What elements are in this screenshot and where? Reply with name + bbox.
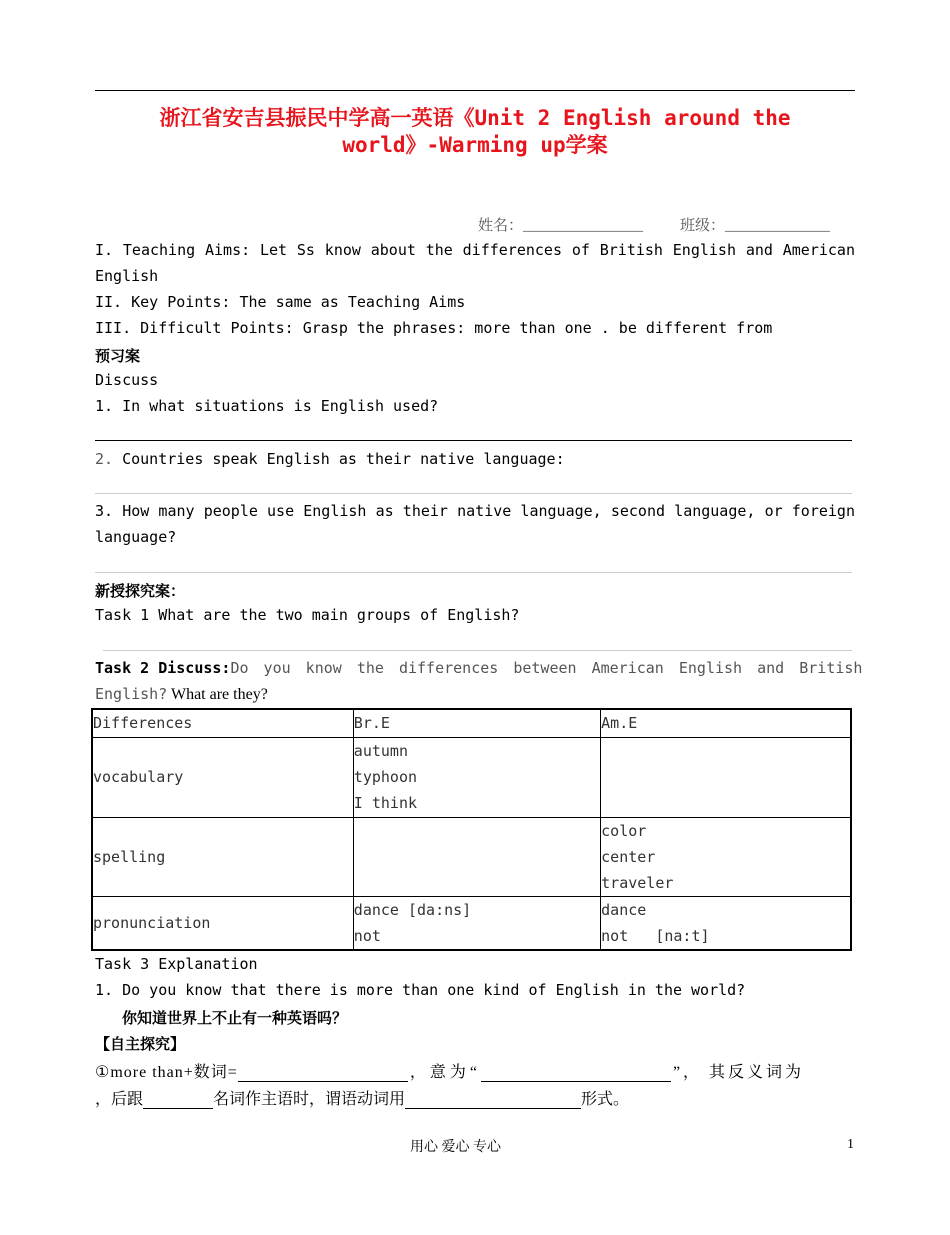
exercise-2-suffix: 形式。 bbox=[581, 1091, 630, 1108]
task-2-line-1 bbox=[95, 659, 863, 677]
discuss-label: Discuss bbox=[95, 371, 159, 389]
teaching-aims-line-2: English bbox=[95, 267, 159, 285]
exercise-1-middle: ，意为“ bbox=[409, 1064, 481, 1081]
exercise-2-blank-1[interactable] bbox=[143, 1092, 213, 1109]
header-br-e: Br.E bbox=[353, 709, 600, 737]
cell-line: I think bbox=[353, 794, 418, 812]
question-2-number: 2. bbox=[95, 450, 114, 468]
task-2-line-2 bbox=[95, 685, 268, 704]
header-rule bbox=[95, 90, 855, 91]
teaching-aims-line-1: I. Teaching Aims: Let Ss know about the differences of British English and American bbox=[95, 241, 855, 259]
task-3-question-1-cn: 你知道世界上不止有一种英语吗？ bbox=[122, 1009, 348, 1027]
title-line-1: 浙江省安吉县振民中学高一英语《Unit 2 English around the bbox=[159, 106, 791, 130]
document-title bbox=[95, 105, 855, 159]
br-cell bbox=[353, 737, 600, 817]
exercise-1-prefix: ①more than+数词= bbox=[95, 1064, 238, 1081]
title-line-2: world》-Warming up学案 bbox=[342, 133, 608, 157]
cell-line: not bbox=[353, 926, 381, 945]
exercise-1-suffix: ”， 其反义词为 bbox=[672, 1064, 805, 1081]
row-label: spelling bbox=[92, 817, 353, 896]
self-study-heading: 【自主探究】 bbox=[95, 1035, 186, 1053]
answer-line-2 bbox=[95, 493, 852, 494]
br-cell bbox=[353, 896, 600, 950]
am-cell bbox=[601, 896, 851, 950]
am-cell bbox=[601, 737, 851, 817]
header-am-e: Am.E bbox=[601, 709, 851, 737]
class-field bbox=[680, 214, 830, 235]
task-1: Task 1 What are the two main groups of English? bbox=[95, 606, 520, 624]
exercise-1-blank-2[interactable] bbox=[481, 1065, 671, 1082]
page-number: 1 bbox=[847, 1137, 854, 1152]
class-label: 班级： bbox=[680, 218, 726, 234]
differences-table bbox=[91, 708, 852, 951]
key-points: II. Key Points: The same as Teaching Aims bbox=[95, 293, 466, 311]
class-blank: ______________ bbox=[725, 218, 831, 234]
exercise-line-1 bbox=[95, 1059, 855, 1082]
answer-line-1 bbox=[95, 440, 852, 441]
task-2-label: Task 2 Discuss: bbox=[95, 659, 231, 677]
question-2-text: Countries speak English as their native language: bbox=[122, 450, 565, 468]
task-2-question: What are they? bbox=[167, 686, 268, 703]
footer-motto: 用心 爱心 专心 bbox=[410, 1140, 501, 1155]
exercise-2-blank-2[interactable] bbox=[405, 1092, 581, 1109]
cell-line: autumn bbox=[353, 742, 408, 760]
table-row-spelling bbox=[92, 817, 851, 896]
exercise-2-middle: 名词作主语时，谓语动词用 bbox=[213, 1091, 406, 1108]
task-2-text: Do you know the differences between American English and British bbox=[230, 659, 863, 677]
br-cell bbox=[353, 817, 600, 896]
name-field bbox=[478, 214, 643, 235]
answer-line-4 bbox=[103, 650, 852, 651]
cell-line: typhoon bbox=[353, 768, 418, 786]
row-label: vocabulary bbox=[92, 737, 353, 817]
task-2-text-cont: English? bbox=[95, 685, 168, 703]
name-label: 姓名： bbox=[478, 218, 524, 234]
question-2 bbox=[95, 450, 565, 468]
cell-line: color bbox=[601, 821, 647, 840]
cell-line: traveler bbox=[601, 873, 674, 892]
difficult-points: III. Difficult Points: Grasp the phrases: more than one . be different from bbox=[95, 319, 773, 337]
name-blank: ________________ bbox=[523, 218, 644, 234]
task-3: Task 3 Explanation bbox=[95, 955, 258, 973]
question-3-line-2: language? bbox=[95, 528, 177, 546]
table-row-vocabulary bbox=[92, 737, 851, 817]
question-1: 1. In what situations is English used? bbox=[95, 397, 439, 415]
row-label: pronunciation bbox=[92, 896, 353, 950]
new-lesson-heading: 新授探究案： bbox=[95, 582, 186, 600]
am-cell bbox=[601, 817, 851, 896]
answer-line-3 bbox=[95, 572, 852, 573]
exercise-2-prefix: ，后跟 bbox=[95, 1091, 144, 1108]
question-3-line-1: 3. How many people use English as their native language, second language, or foreign bbox=[95, 502, 855, 520]
cell-line: dance bbox=[601, 900, 647, 919]
cell-line: dance [da:ns] bbox=[353, 900, 472, 919]
table-row-pronunciation bbox=[92, 896, 851, 950]
header-differences: Differences bbox=[92, 709, 353, 737]
table-header-row bbox=[92, 709, 851, 737]
task-3-question-1: 1. Do you know that there is more than one kind of English in the world? bbox=[95, 981, 746, 999]
cell-line: not [na:t] bbox=[601, 926, 710, 945]
cell-line: center bbox=[601, 847, 656, 866]
exercise-1-blank-1[interactable] bbox=[238, 1065, 408, 1082]
preview-heading: 预习案 bbox=[95, 347, 141, 365]
exercise-line-2 bbox=[95, 1086, 629, 1109]
